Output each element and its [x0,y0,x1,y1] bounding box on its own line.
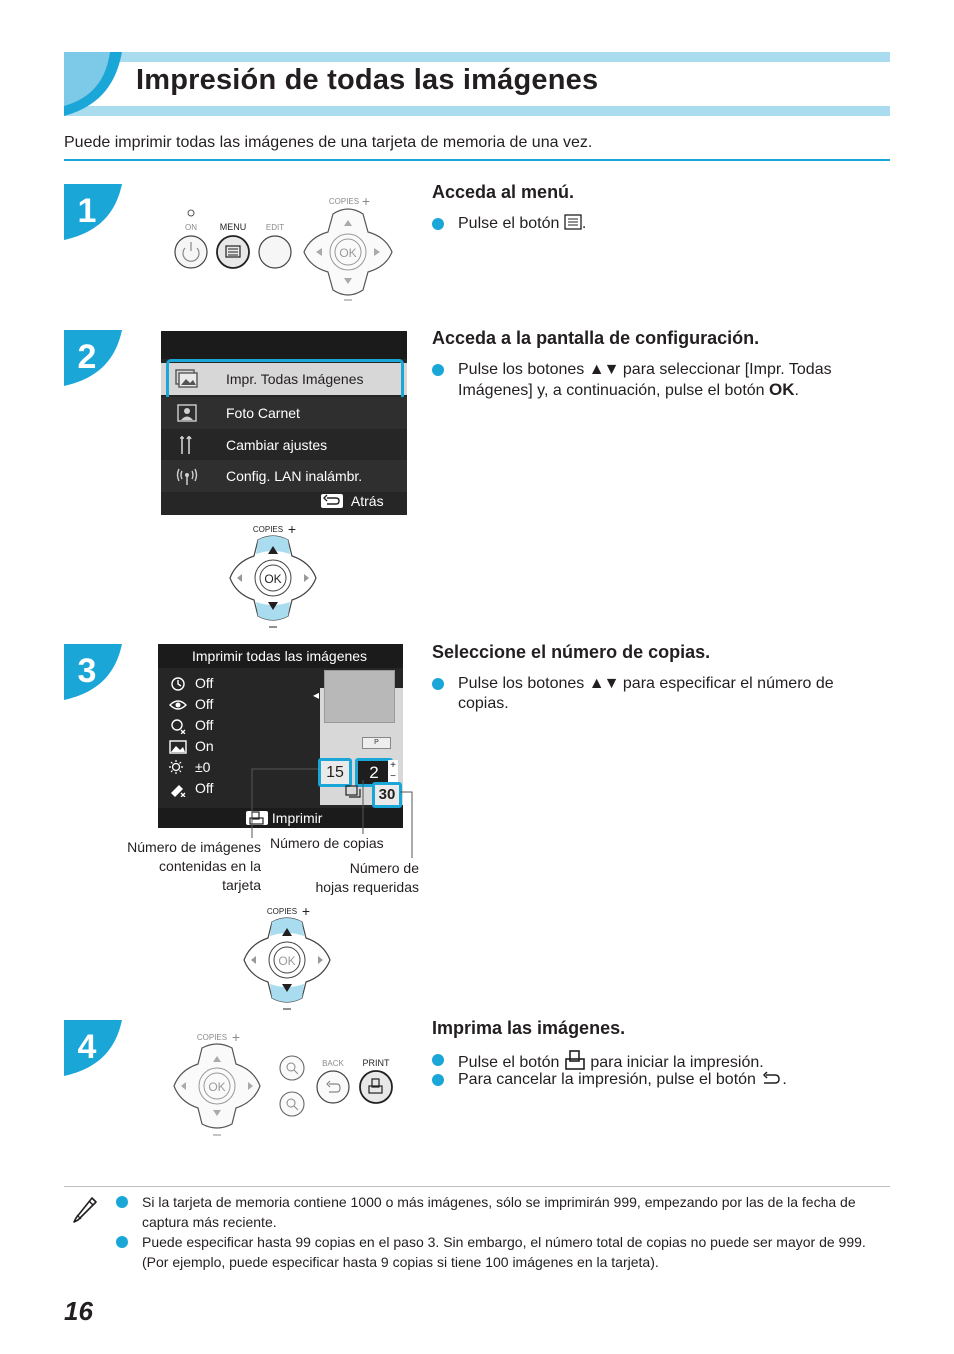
selection-highlight [166,359,404,401]
face-icon [169,718,187,734]
svg-text:+: + [231,1029,241,1045]
preview-pointer-icon: ◂ [313,688,320,702]
menu-icon [564,214,582,230]
svg-text:+: + [287,521,297,537]
menu-item-wireless[interactable] [161,460,407,492]
callout-line-sheets [400,790,420,860]
step-2-badge [64,330,122,386]
step-1-badge [64,184,122,240]
bullet-dot [432,218,444,230]
setting-date [168,674,228,695]
step-2-bullet: Pulse los botones ▲▼ para seleccionar [Impr. Todas Imágenes] y, a continuación, pulse el botón OK. [458,360,888,401]
callout-image-count: Número de imágenes contenidas en la tarjeta [127,839,261,893]
on-label: ON [185,223,197,232]
image-count-box: 15 [318,758,352,787]
setting-value: Off [195,780,214,796]
pencil-icon [70,1194,100,1224]
bullet-dot [432,1054,444,1066]
setting-value: On [195,738,214,754]
back-icon [760,1071,782,1085]
step-3-badge [64,644,122,700]
id-photo-icon [175,403,199,423]
step-3-bullet: Pulse los botones ▲▼ para especificar el número de copias. [458,674,888,714]
menu-item-label: Config. LAN inalámbr. [226,468,363,484]
setting-value: Off [195,675,214,691]
print-icon [564,1050,586,1070]
back-button[interactable] [317,1071,349,1103]
copies-label: COPIES [266,907,298,916]
step-4-heading: Imprima las imágenes. [432,1018,626,1038]
print-label: Imprimir [271,810,323,826]
page-title: Impresión de todas las imágenes [136,64,599,96]
copies-label: COPIES [328,197,360,206]
menu-label: MENU [219,222,247,232]
bullet-dot [432,678,444,690]
setting-value: Off [195,717,214,733]
red-eye-icon [169,697,187,713]
zoom-out-button[interactable] [280,1092,304,1116]
print-button[interactable] [360,1071,392,1103]
settings-menu-screen [161,331,407,515]
ok-button-label: OK [339,246,357,260]
edit-label: EDIT [265,223,285,232]
step-3-number: 3 [77,652,97,690]
step-4-number: 4 [77,1028,97,1066]
ok-button-label: OK [264,572,282,586]
ok-button-label: OK [278,954,296,968]
menu-item-label: Cambiar ajustes [226,437,328,453]
back-icon [321,494,343,508]
up-down-arrows-icon: ▲▼ [588,675,619,692]
back-label: BACK [322,1059,344,1068]
correction-icon [169,781,187,797]
step-4-badge [64,1020,122,1076]
settings-list [168,674,228,800]
step-1-number: 1 [77,192,97,230]
date-icon [170,676,186,692]
note-2: Puede especificar hasta 99 copias en el paso 3. Sin embargo, el número total de copias no puede ser mayor de 999. (Por ejemplo, puede especificar hasta 9 copias si tiene 100 imágenes en la tarjeta). [142,1232,882,1272]
setting-value: ±0 [195,759,211,775]
header-band-top [64,52,890,62]
intro-divider [64,159,890,161]
copies-label: COPIES [252,525,284,534]
setting-value: Off [195,696,214,712]
step-1-heading: Acceda al menú. [432,182,575,202]
brightness-icon [168,759,188,777]
image-preview [324,670,395,723]
back-label: Atrás [350,493,384,509]
dpad[interactable] [304,209,392,300]
callout-copies: Número de copias [270,835,384,851]
step-2-number: 2 [77,338,97,376]
menu-item-label: Foto Carnet [226,405,300,421]
step-2-heading: Acceda a la pantalla de configuración. [432,328,760,348]
screen-title: Imprimir todas las imágenes [192,648,368,664]
power-button[interactable] [175,236,207,268]
svg-text:+: + [361,193,371,209]
step-2-dpad[interactable] [228,520,322,632]
setting-red-eye [168,695,228,716]
setting-brightness [168,758,228,779]
print-label: PRINT [362,1058,390,1068]
menu-item-id-photo[interactable] [161,397,407,429]
bullet-dot [116,1196,128,1208]
step-1-bullet: Pulse el botón . [458,214,888,234]
zoom-in-button[interactable] [280,1056,304,1080]
wireless-icon [175,466,199,486]
dpad[interactable] [174,1044,260,1135]
header-tab-decoration [64,52,122,116]
up-down-arrows-icon: ▲▼ [588,361,619,378]
note-1: Si la tarjeta de memoria contiene 1000 o más imágenes, sólo se imprimirán 999, empezando por las de la fecha de captura más reciente. [142,1192,882,1232]
image-optimize-icon [169,739,187,755]
edit-button[interactable] [259,236,291,268]
paper-tag: P [362,737,391,749]
setting-face [168,716,228,737]
back-control[interactable] [321,493,384,509]
step-4-bullet-1: Pulse el botón para iniciar la impresión. [458,1050,888,1073]
callout-sheets: Número de hojas requeridas [315,860,419,895]
setting-image-optimize [168,737,228,758]
tools-icon [175,435,199,455]
header-band-bottom [64,106,890,116]
copies-value: 2 [369,763,379,782]
step-1-button-panel [168,192,398,304]
copies-stepper[interactable]: + − [388,760,398,783]
bullet-dot [116,1236,128,1248]
sheets-box: 30 [372,782,402,808]
copies-label: COPIES [196,1033,228,1042]
menu-item-settings[interactable] [161,429,407,461]
step-4-bullet-2: Para cancelar la impresión, pulse el botón . [458,1070,888,1090]
bullet-dot [432,1074,444,1086]
step-3-heading: Seleccione el número de copias. [432,642,711,662]
callout-lines [240,760,420,840]
ok-icon: OK [769,380,795,399]
bullet-text: Pulse el botón [458,215,560,232]
ok-button-label: OK [208,1080,226,1094]
svg-text:+: + [301,903,311,919]
step-3-dpad[interactable] [242,902,336,1014]
page-number: 16 [64,1296,93,1326]
setting-correction [168,779,228,800]
menu-button[interactable] [217,236,249,268]
note-divider [64,1186,890,1187]
menu-item-label: Impr. Todas Imágenes [226,371,364,387]
step-4-button-panel [172,1028,400,1140]
bullet-dot [432,364,444,376]
intro-text: Puede imprimir todas las imágenes de una tarjeta de memoria de una vez. [64,134,593,151]
